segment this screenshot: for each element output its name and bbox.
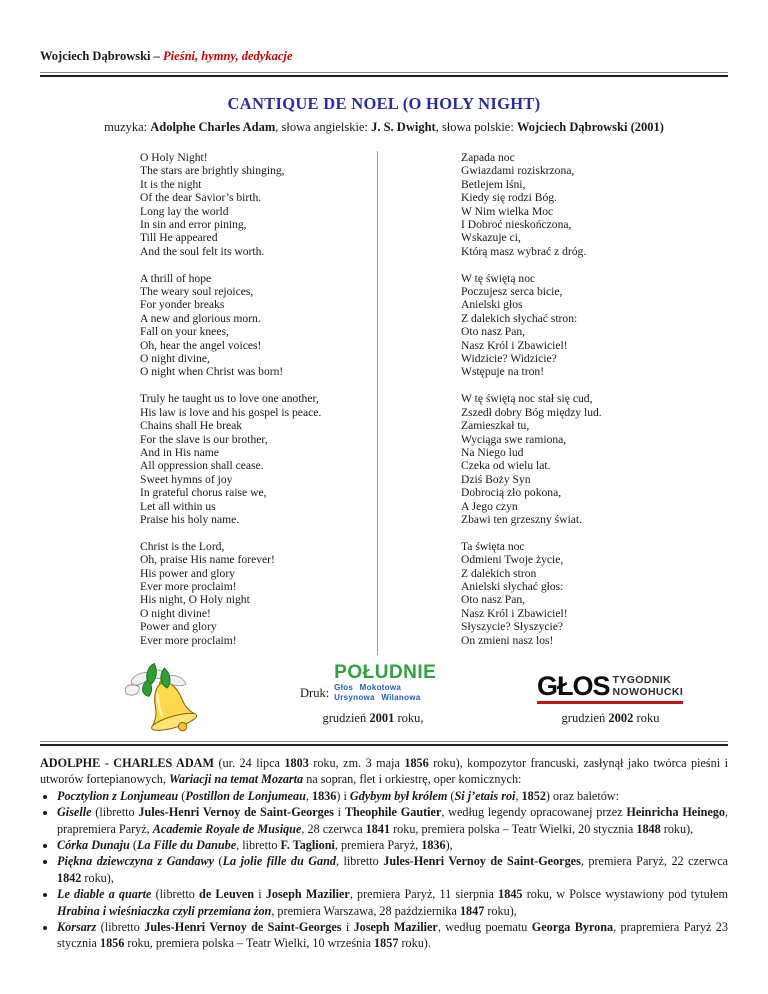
lyric-line: O Holy Night! [140, 151, 208, 164]
lyric-line: Widzicie? Widzicie? [461, 352, 557, 366]
druk-label: Druk: [300, 686, 330, 700]
lyric-line: Ta święta noc [461, 539, 525, 553]
lyric-line: Zapada noc [461, 151, 515, 164]
lyrics-stanza [140, 392, 370, 526]
lyric-line: And the soul felt its worth. [140, 244, 265, 258]
lyric-line: Oh, praise His name forever! [140, 553, 275, 567]
print-credit-row [300, 663, 436, 702]
glos-logo-top [537, 672, 683, 700]
lyric-line: Z dalekich słychać stron: [461, 311, 578, 325]
lyric-line: Zszedł dobry Bóg między lud. [461, 405, 602, 419]
lyric-line: His law is love and his gospel is peace. [140, 405, 322, 419]
print-date-right: grudzień 2002 roku [561, 711, 660, 725]
lyric-line: Let all within us [140, 499, 216, 513]
christmas-bell-icon [116, 658, 208, 744]
bio-bullet-item: • Le diable a quarte (libretto de Leuven i Joseph Mazilier, premiera Paryż, 11 sierpnia 1845 roku, w Polsce wystawiony pod tytułem Hrabina i wieśniaczka czyli przemiana żon, premiera Warszawa, 28 października 1847 roku), [57, 886, 728, 919]
lyric-line: All oppression shall cease. [140, 459, 264, 473]
glos-logo-subline-1: TYGODNIK [612, 674, 672, 686]
lyric-line: O night divine, [140, 352, 210, 366]
bio-bullet-item: • Korsarz (libretto Jules-Henri Vernoy de Saint-Georges i Joseph Mazilier, według poematu Georga Byrona, prapremiera Paryż 23 stycznia 1856 roku, premiera polska – Teatr Wielki, 10 września 1857 roku). [57, 919, 728, 952]
bio-bullet-item: • Piękna dziewczyna z Gandawy (La jolie fille du Gand, libretto Jules-Henri Vernoy de Saint-Georges, premiera Paryż, 22 czerwca 1842 roku), [57, 853, 728, 886]
credits-line: muzyka: Adolphe Charles Adam, słowa angielskie: J. S. Dwight, słowa polskie: Wojciech Dąbrowski (2001) [104, 120, 664, 134]
lyric-line: A thrill of hope [140, 271, 212, 285]
lyric-line: Na Niego lud [461, 445, 524, 459]
poludnie-logo-subline-2: Ursynowa Wilanowa [334, 692, 421, 702]
lyric-line: I Dobroć nieskończona, [461, 218, 572, 232]
lyric-line: W tę świętą noc stał się cud, [461, 392, 593, 406]
header-divider-rule [40, 72, 728, 77]
lyric-line: On zmieni nasz los! [461, 633, 554, 647]
lyric-line: Słyszycie? Słyszycie? [461, 620, 564, 634]
lyric-line: Christ is the Lord, [140, 539, 225, 553]
lyric-line: His power and glory [140, 566, 235, 580]
lyric-line: Till He appeared [140, 231, 218, 245]
lyrics-stanza [461, 540, 701, 647]
lyric-line: Zamieszkał tu, [461, 419, 530, 433]
lyric-line: Long lay the world [140, 204, 229, 218]
lyric-line: Odmieni Twoje życie, [461, 553, 564, 567]
lyric-line: Kiedy się rodzi Bóg. [461, 191, 557, 205]
glos-logo-subline-2: NOWOHUCKI [612, 685, 684, 698]
lyric-line: It is the night [140, 177, 202, 191]
lyric-line: Nasz Król i Zbawiciel! [461, 606, 568, 620]
lyrics-stanza [140, 151, 370, 258]
lyric-line: Nasz Król i Zbawiciel! [461, 338, 568, 352]
biography-intro: ADOLPHE - CHARLES ADAM (ur. 24 lipca 1803 roku, zm. 3 maja 1856 roku), kompozytor francuski, zasłynął jako twórca pieśni i utworów fortepianowych, Wariacji na temat Mozarta na sopran, flet i orkiestrę, oper komicznych: [40, 756, 728, 787]
glos-nowohucki-logo [537, 672, 683, 704]
lyric-line: Zbawi ten grzeszny świat. [461, 512, 583, 526]
poludnie-logo [334, 663, 436, 702]
bio-bullet-item: • Pocztylion z Lonjumeau (Postillon de Lonjumeau, 1836) i Gdybym był królem (Si j’etais roi, 1852) oraz baletów: [57, 788, 728, 804]
lyric-line: Praise his holy name. [140, 512, 240, 526]
lyric-line: Dziś Boży Syn [461, 472, 531, 486]
lyric-line: A new and glorious morn. [140, 311, 261, 325]
lyric-line: For yonder breaks [140, 298, 225, 312]
lyric-line: Chains shall He break [140, 419, 243, 433]
footer-divider-rule [40, 741, 728, 746]
lyric-line: Of the dear Savior’s birth. [140, 191, 262, 205]
glos-logo-sublines [613, 672, 684, 698]
lyric-line: Wskazuje ci, [461, 231, 521, 245]
lyric-line: Power and glory [140, 620, 217, 634]
lyric-line: Oto nasz Pan, [461, 593, 526, 607]
column-divider-rule [377, 151, 378, 655]
lyric-line: Sweet hymns of joy [140, 472, 233, 486]
print-date-left: grudzień 2001 roku, [322, 711, 424, 725]
lyrics-stanza [461, 151, 701, 258]
bio-bullet-item: • Córka Dunaju (La Fille du Danube, libretto F. Taglioni, premiera Paryż, 1836), [57, 837, 728, 853]
lyric-line: Oh, hear the angel voices! [140, 338, 262, 352]
lyric-line: Oto nasz Pan, [461, 325, 526, 339]
lyric-line: Poczujesz serca bicie, [461, 285, 563, 299]
lyric-line: Anielski głos [461, 298, 523, 312]
lyric-line: In grateful chorus raise we, [140, 486, 267, 500]
lyric-line: His night, O Holy night [140, 593, 250, 607]
lyric-line: In sin and error pining, [140, 218, 247, 232]
lyric-line: A Jego czyn [461, 499, 518, 513]
lyric-line: Betlejem lśni, [461, 177, 526, 191]
lyric-line: The stars are brightly shinging, [140, 164, 285, 178]
lyrics-stanza [461, 392, 701, 526]
biography-section [40, 755, 728, 952]
bio-bullet-item: • Giselle (libretto Jules-Henri Vernoy de Saint-Georges i Theophile Gautier, według legendy opracowanej przez Heinricha Heinego, prapremiera Paryż, Academie Royale de Musique, 28 czerwca 1841 roku, premiera polska – Teatr Wielki, 20 stycznia 1848 roku), [57, 804, 728, 837]
lyric-line: And in His name [140, 445, 219, 459]
lyrics-column-polish [461, 151, 701, 660]
lyrics-stanza [461, 272, 701, 379]
lyric-line: W Nim wielka Moc [461, 204, 554, 218]
page-title: CANTIQUE DE NOEL (O HOLY NIGHT) [227, 94, 541, 113]
lyric-line: Czeka od wielu lat. [461, 459, 551, 473]
lyrics-column-english [140, 151, 370, 660]
lyric-line: The weary soul rejoices, [140, 285, 254, 299]
poludnie-logo-subline-1: Głos Mokotowa [334, 683, 402, 692]
lyric-line: Ever more proclaim! [140, 633, 237, 647]
lyric-line: Ever more proclaim! [140, 579, 237, 593]
lyric-line: For the slave is our brother, [140, 432, 268, 446]
lyrics-stanza [140, 272, 370, 379]
biography-works-list [40, 788, 728, 952]
lyric-line: Dobrocią zło pokona, [461, 486, 562, 500]
lyric-line: Truly he taught us to love one another, [140, 392, 319, 406]
glos-logo-red-bar [537, 701, 683, 704]
lyric-line: Którą masz wybrać z dróg. [461, 244, 587, 258]
lyric-line: Z dalekich stron [461, 566, 537, 580]
lyric-line: Fall on your knees, [140, 325, 229, 339]
lyric-line: Gwiazdami roziskrzona, [461, 164, 575, 178]
lyric-line: Wyciąga swe ramiona, [461, 432, 567, 446]
glos-logo-name: GŁOS [537, 671, 610, 701]
lyric-line: O night when Christ was born! [140, 365, 284, 379]
lyric-line: Wstępuje na tron! [461, 365, 545, 379]
lyrics-stanza [140, 540, 370, 647]
lyric-line: Anielski słychać głos: [461, 579, 564, 593]
poludnie-logo-name: POŁUDNIE [334, 662, 437, 683]
lyric-line: O night divine! [140, 606, 211, 620]
running-header: Wojciech Dąbrowski – Pieśni, hymny, dedykacje [40, 49, 293, 63]
lyric-line: W tę świętą noc [461, 271, 536, 285]
